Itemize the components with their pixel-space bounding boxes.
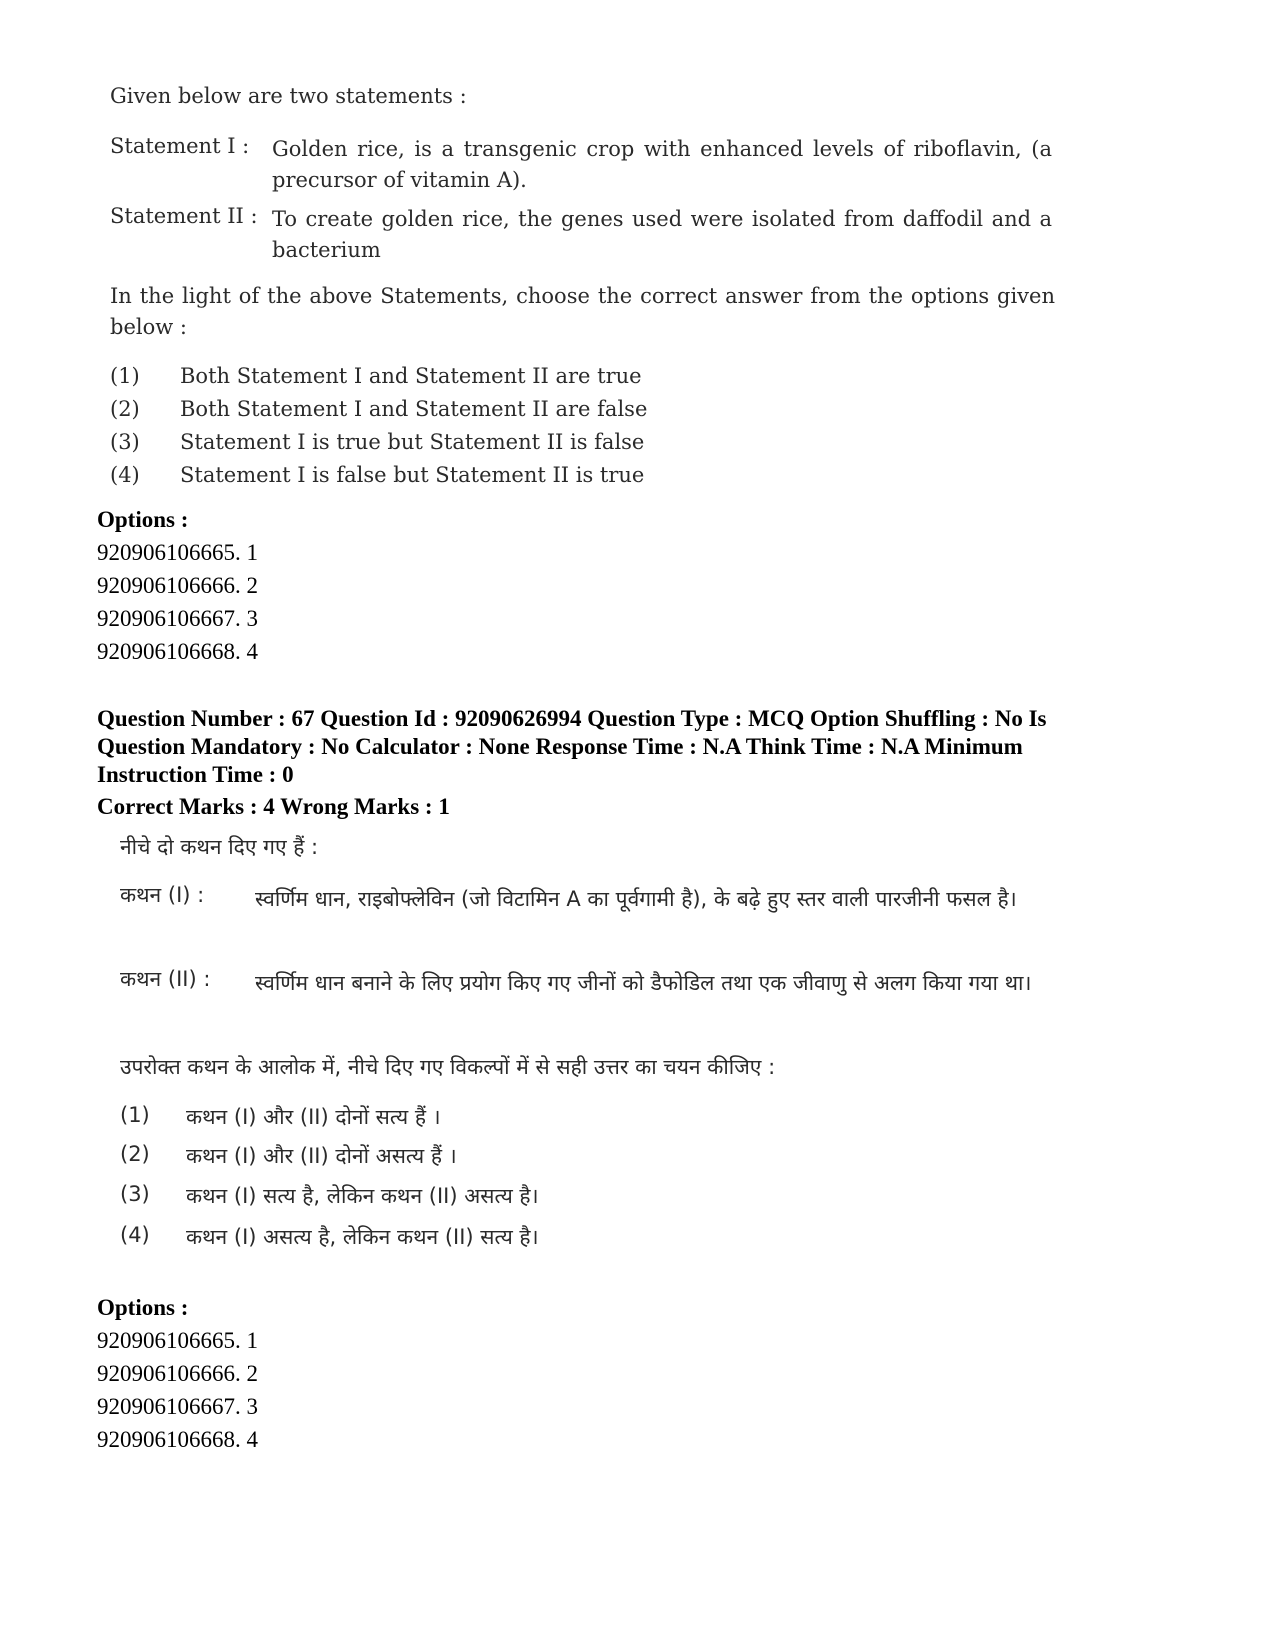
english-statement-2 (110, 204, 1055, 268)
hindi-choice (120, 1223, 820, 1257)
hindi-statement-2-text: स्वर्णिम धान बनाने के लिए प्रयोग किए गए जीनों को डैफोडिल तथा एक जीवाणु से अलग किया गया था। (255, 971, 1032, 995)
option-id-item: 920906106667. 3 (97, 606, 258, 631)
option-id-item: 920906106668. 4 (97, 639, 258, 664)
option-id-item: 920906106667. 3 (97, 1394, 258, 1419)
question-metadata-line: Question Mandatory : No Calculator : None Response Time : N.A Think Time : N.A Minimum (97, 734, 1023, 759)
question-metadata-line: Instruction Time : 0 (97, 762, 294, 787)
question-metadata (97, 705, 1177, 789)
options-heading: Options : (97, 507, 189, 532)
english-choice-text: Both Statement I and Statement II are false (180, 397, 648, 421)
english-choice-number: (4) (110, 463, 140, 487)
english-statement-2-text: To create golden rice, the genes used were isolated from daffodil and a bacterium (272, 207, 1052, 262)
hindi-choice (120, 1103, 820, 1137)
english-instruction: In the light of the above Statements, choose the correct answer from the options given below : (110, 284, 1055, 339)
english-question-intro: Given below are two statements : (110, 84, 467, 108)
hindi-question-intro: नीचे दो कथन दिए गए हैं : (120, 835, 319, 859)
english-statement-1-label: Statement I : (110, 134, 250, 158)
hindi-choice-text: कथन (I) असत्य है, लेकिन कथन (II) सत्य है। (186, 1225, 539, 1249)
question-metadata-line: Question Number : 67 Question Id : 92090626994 Question Type : MCQ Option Shuffling : No Is (97, 706, 1047, 731)
english-choice-text: Statement I is true but Statement II is false (180, 430, 645, 454)
hindi-statement-1-text: स्वर्णिम धान, राइबोफ्लेविन (जो विटामिन A का पूर्वगामी है), के बढ़े हुए स्तर वाली पारजीनी फसल है। (255, 887, 1017, 911)
english-statement-1 (110, 134, 1055, 198)
hindi-choice-text: कथन (I) और (II) दोनों असत्य हैं । (186, 1144, 457, 1168)
hindi-choice-number: (3) (120, 1182, 150, 1206)
hindi-choice-number: (1) (120, 1103, 150, 1127)
hindi-statement-1 (120, 881, 1055, 957)
hindi-choice-text: कथन (I) और (II) दोनों सत्य हैं । (186, 1105, 441, 1129)
english-choice-number: (1) (110, 364, 140, 388)
options-list-1 (97, 503, 258, 668)
options-list-2 (97, 1291, 258, 1456)
option-id-item: 920906106666. 2 (97, 1361, 258, 1386)
hindi-choice-text: कथन (I) सत्य है, लेकिन कथन (II) असत्य है। (186, 1184, 539, 1208)
question-marks: Correct Marks : 4 Wrong Marks : 1 (97, 794, 450, 819)
hindi-instruction: उपरोक्त कथन के आलोक में, नीचे दिए गए विकल्पों में से सही उत्तर का चयन कीजिए : (120, 1055, 776, 1079)
hindi-choice-number: (2) (120, 1142, 150, 1166)
english-statement-1-text: Golden rice, is a transgenic crop with enhanced levels of riboflavin, (a precursor of vitamin A). (272, 137, 1052, 192)
english-choice-text: Statement I is false but Statement II is true (180, 463, 645, 487)
english-choice-number: (2) (110, 397, 140, 421)
hindi-choice (120, 1142, 820, 1176)
english-choice-text: Both Statement I and Statement II are true (180, 364, 642, 388)
hindi-statement-2 (120, 965, 1055, 1041)
english-choice-number: (3) (110, 430, 140, 454)
english-choice (110, 364, 810, 394)
option-id-item: 920906106668. 4 (97, 1427, 258, 1452)
hindi-choice (120, 1182, 820, 1216)
option-id-item: 920906106665. 1 (97, 540, 258, 565)
english-statement-2-label: Statement II : (110, 204, 258, 228)
english-choice (110, 463, 810, 493)
option-id-item: 920906106665. 1 (97, 1328, 258, 1353)
english-choice (110, 397, 810, 427)
hindi-choice-number: (4) (120, 1223, 150, 1247)
option-id-item: 920906106666. 2 (97, 573, 258, 598)
english-choice (110, 430, 810, 460)
hindi-statement-1-label: कथन (I) : (120, 883, 205, 907)
hindi-statement-2-label: कथन (II) : (120, 967, 211, 991)
options-heading: Options : (97, 1295, 189, 1320)
